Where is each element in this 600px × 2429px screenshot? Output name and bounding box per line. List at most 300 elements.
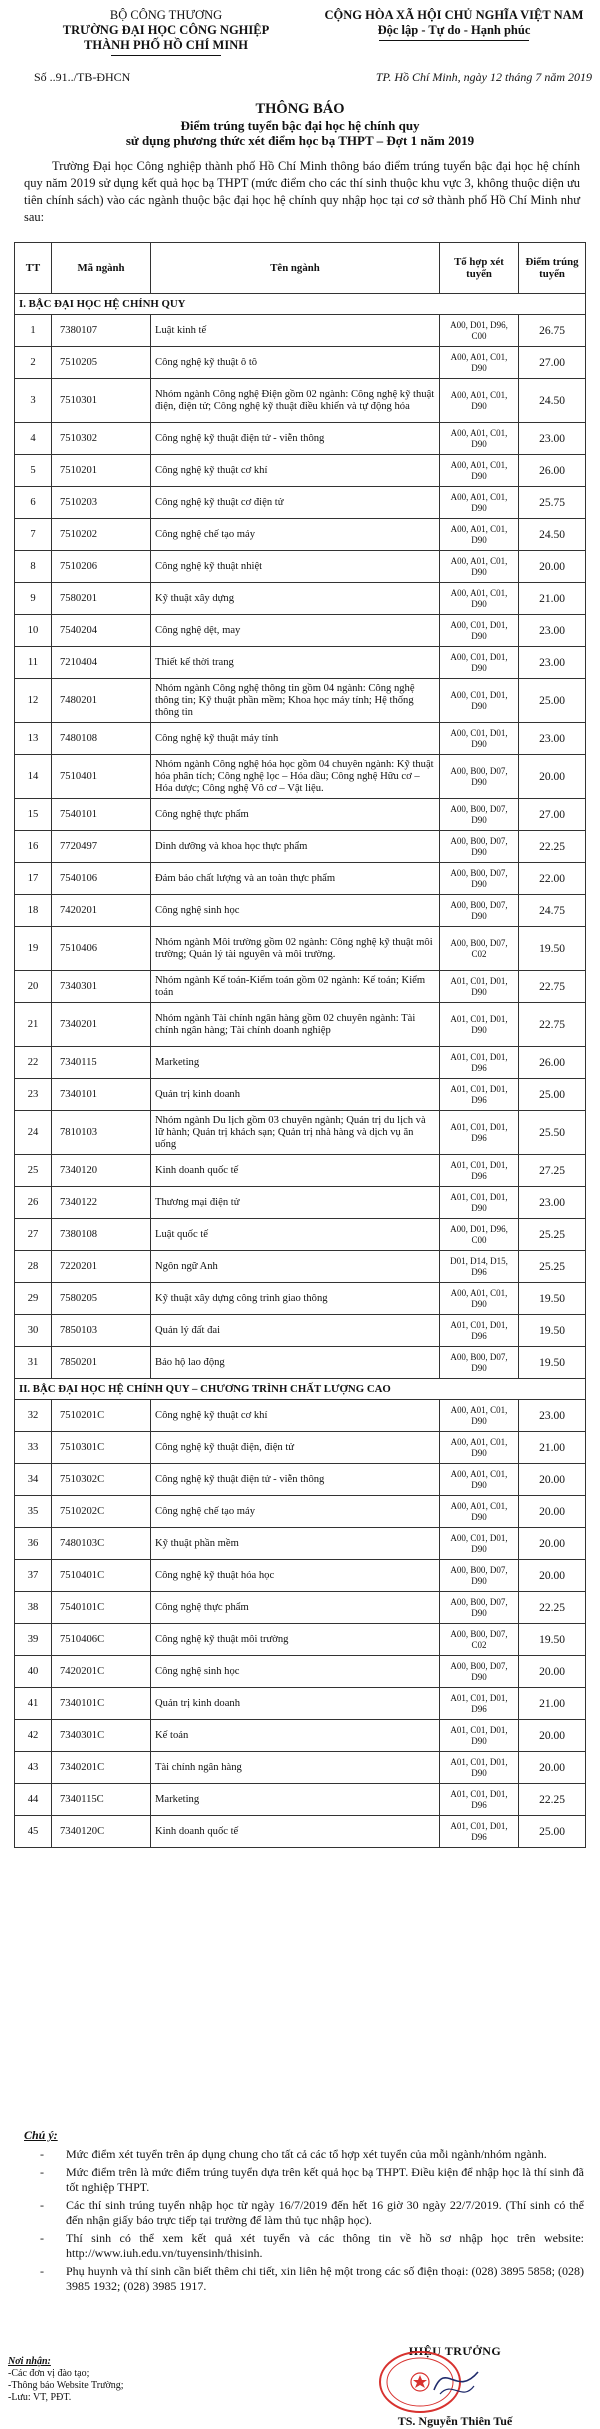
program-code: 7480108 (52, 723, 151, 755)
note-text: Mức điểm trên là mức điểm trúng tuyển dựa trên kết quả học bạ THPT. Điều kiện để nhập học là thí sinh đã tốt nghiệp THPT. (66, 2165, 584, 2194)
program-code: 7340301C (52, 1720, 151, 1752)
table-row (15, 615, 586, 647)
program-name: Công nghệ thực phẩm (151, 799, 440, 831)
subject-combinations: A00, B00, D07, D90 (440, 1347, 519, 1379)
row-number: 2 (15, 347, 52, 379)
row-number: 29 (15, 1283, 52, 1315)
table-row (15, 519, 586, 551)
subject-combinations: A00, B00, D07, C02 (440, 1624, 519, 1656)
document-date: TP. Hồ Chí Minh, ngày 12 tháng 7 năm 2019 (375, 70, 592, 84)
table-header-row (15, 243, 586, 294)
header-combo: Tổ hợp xét tuyển (440, 243, 519, 294)
row-number: 6 (15, 487, 52, 519)
admission-score: 19.50 (519, 1315, 586, 1347)
program-code: 7340120C (52, 1816, 151, 1848)
note-item (24, 2198, 584, 2228)
recipient-item: -Các đơn vị đào tạo; (8, 2368, 90, 2379)
program-name: Ngôn ngữ Anh (151, 1251, 440, 1283)
document-number: Số ..91../TB-ĐHCN (34, 70, 131, 84)
bullet-dash: - (40, 2198, 44, 2212)
table-row (15, 863, 586, 895)
admission-score: 22.75 (519, 971, 586, 1003)
row-number: 38 (15, 1592, 52, 1624)
program-name: Marketing (151, 1784, 440, 1816)
row-number: 30 (15, 1315, 52, 1347)
subject-combinations: A00, C01, D01, D90 (440, 647, 519, 679)
admission-score: 26.00 (519, 455, 586, 487)
nation-header (318, 8, 590, 41)
subject-combinations: A00, B00, D07, D90 (440, 1560, 519, 1592)
admission-score: 25.00 (519, 679, 586, 723)
admission-score: 20.00 (519, 1464, 586, 1496)
table-row (15, 927, 586, 971)
program-name: Bảo hộ lao động (151, 1347, 440, 1379)
subject-combinations: A00, A01, C01, D90 (440, 1432, 519, 1464)
admission-score: 19.50 (519, 927, 586, 971)
program-name: Nhóm ngành Công nghệ hóa học gồm 04 chuyên ngành: Kỹ thuật hóa phân tích; Công nghệ lọc – Hóa dầu; Công nghệ Hữu cơ – Hóa dược; Công nghệ Vô cơ – Vật liệu. (151, 755, 440, 799)
program-name: Công nghệ kỹ thuật môi trường (151, 1624, 440, 1656)
program-code: 7510202 (52, 519, 151, 551)
subject-combinations: A00, A01, C01, D90 (440, 583, 519, 615)
row-number: 8 (15, 551, 52, 583)
program-code: 7510301C (52, 1432, 151, 1464)
program-name: Nhóm ngành Tài chính ngân hàng gồm 02 chuyên ngành: Tài chính ngân hàng; Tài chính doanh nghiệp (151, 1003, 440, 1047)
program-name: Công nghệ chế tạo máy (151, 1496, 440, 1528)
table-row (15, 1560, 586, 1592)
table-row (15, 1528, 586, 1560)
program-name: Công nghệ kỹ thuật điện tử - viễn thông (151, 423, 440, 455)
ministry-name: BỘ CÔNG THƯƠNG (109, 8, 223, 22)
row-number: 25 (15, 1155, 52, 1187)
program-code: 7510401 (52, 755, 151, 799)
subject-combinations: A00, B00, D07, D90 (440, 863, 519, 895)
table-row (15, 1047, 586, 1079)
subject-combinations: A00, B00, D07, D90 (440, 799, 519, 831)
admission-score: 19.50 (519, 1347, 586, 1379)
program-code: 7210404 (52, 647, 151, 679)
subject-combinations: A00, B00, D07, D90 (440, 1656, 519, 1688)
program-code: 7850201 (52, 1347, 151, 1379)
program-code: 7540106 (52, 863, 151, 895)
program-code: 7420201C (52, 1656, 151, 1688)
subject-combinations: A01, C01, D01, D96 (440, 1688, 519, 1720)
program-name: Luật quốc tế (151, 1219, 440, 1251)
program-code: 7340122 (52, 1187, 151, 1219)
program-name: Công nghệ kỹ thuật điện, điện tử (151, 1432, 440, 1464)
header-rule-left (111, 55, 221, 56)
program-code: 7510406 (52, 927, 151, 971)
admission-score: 25.00 (519, 1079, 586, 1111)
table-row (15, 1752, 586, 1784)
program-code: 7510206 (52, 551, 151, 583)
row-number: 36 (15, 1528, 52, 1560)
note-item (24, 2165, 584, 2195)
admission-score-table (14, 242, 586, 1848)
header-code: Mã ngành (52, 243, 151, 294)
program-code: 7380108 (52, 1219, 151, 1251)
program-code: 7720497 (52, 831, 151, 863)
program-name: Tài chính ngân hàng (151, 1752, 440, 1784)
subject-combinations: A01, C01, D01, D90 (440, 1720, 519, 1752)
row-number: 37 (15, 1560, 52, 1592)
admission-score: 25.00 (519, 1816, 586, 1848)
program-code: 7420201 (52, 895, 151, 927)
bullet-dash: - (40, 2231, 44, 2245)
program-name: Nhóm ngành Môi trường gồm 02 ngành: Công nghệ kỹ thuật môi trường; Quản lý tài nguyên và môi trường. (151, 927, 440, 971)
row-number: 19 (15, 927, 52, 971)
admission-score: 22.25 (519, 831, 586, 863)
table-row (15, 1283, 586, 1315)
program-name: Công nghệ sinh học (151, 1656, 440, 1688)
program-code: 7540101C (52, 1592, 151, 1624)
program-code: 7220201 (52, 1251, 151, 1283)
header-name: Tên ngành (151, 243, 440, 294)
subject-combinations: A01, C01, D01, D90 (440, 971, 519, 1003)
program-name: Đảm bảo chất lượng và an toàn thực phẩm (151, 863, 440, 895)
admission-score: 19.50 (519, 1624, 586, 1656)
program-code: 7340201C (52, 1752, 151, 1784)
signer-role: HIỆU TRƯỞNG (408, 2344, 502, 2358)
subject-combinations: A01, C01, D01, D96 (440, 1079, 519, 1111)
row-number: 12 (15, 679, 52, 723)
recipients-section (8, 2356, 124, 2404)
row-number: 16 (15, 831, 52, 863)
bullet-dash: - (40, 2264, 44, 2278)
admission-score: 25.25 (519, 1251, 586, 1283)
admission-score: 20.00 (519, 551, 586, 583)
row-number: 14 (15, 755, 52, 799)
subject-combinations: A00, C01, D01, D90 (440, 615, 519, 647)
program-code: 7340301 (52, 971, 151, 1003)
header-rule-right (379, 40, 529, 41)
subject-combinations: A00, A01, C01, D90 (440, 379, 519, 423)
program-code: 7340101C (52, 1688, 151, 1720)
admission-score: 27.00 (519, 347, 586, 379)
admission-score: 23.00 (519, 1187, 586, 1219)
admission-score: 26.00 (519, 1047, 586, 1079)
row-number: 24 (15, 1111, 52, 1155)
notes-title: Chú ý: (24, 2128, 58, 2142)
document-subtitle-2: sử dụng phương thức xét điểm học bạ THPT – Đợt 1 năm 2019 (125, 133, 475, 148)
table-row (15, 1432, 586, 1464)
subject-combinations: A00, D01, D96, C00 (440, 1219, 519, 1251)
program-name: Kỹ thuật xây dựng công trình giao thông (151, 1283, 440, 1315)
row-number: 20 (15, 971, 52, 1003)
admission-score: 27.00 (519, 799, 586, 831)
program-name: Công nghệ kỹ thuật cơ khí (151, 1400, 440, 1432)
bullet-dash: - (40, 2165, 44, 2179)
recipients-title: Nơi nhận: (8, 2356, 51, 2367)
signer-name: TS. Nguyễn Thiên Tuế (397, 2414, 513, 2428)
subject-combinations: A01, C01, D01, D96 (440, 1816, 519, 1848)
table-row (15, 315, 586, 347)
subject-combinations: A01, C01, D01, D96 (440, 1047, 519, 1079)
program-code: 7540204 (52, 615, 151, 647)
document-title: THÔNG BÁO (255, 101, 345, 117)
table-row (15, 455, 586, 487)
section-title: I. BẬC ĐẠI HỌC HỆ CHÍNH QUY (15, 294, 586, 315)
row-number: 15 (15, 799, 52, 831)
program-name: Quản trị kinh doanh (151, 1079, 440, 1111)
admission-score: 24.50 (519, 379, 586, 423)
note-text: Mức điểm xét tuyển trên áp dụng chung cho tất cả các tổ hợp xét tuyển của mỗi ngành/nhóm ngành. (66, 2147, 547, 2161)
program-name: Kỹ thuật xây dựng (151, 583, 440, 615)
nation-name: CỘNG HÒA XÃ HỘI CHỦ NGHĨA VIỆT NAM (324, 8, 584, 22)
admission-score: 20.00 (519, 1752, 586, 1784)
university-name-line1: TRƯỜNG ĐẠI HỌC CÔNG NGHIỆP (62, 23, 270, 37)
table-row (15, 583, 586, 615)
admission-score: 25.75 (519, 487, 586, 519)
program-name: Nhóm ngành Kế toán-Kiểm toán gồm 02 ngành: Kế toán; Kiểm toán (151, 971, 440, 1003)
subject-combinations: A00, A01, C01, D90 (440, 347, 519, 379)
table-row (15, 799, 586, 831)
recipients-list (8, 2368, 124, 2404)
table-row (15, 1720, 586, 1752)
subject-combinations: A01, C01, D01, D90 (440, 1003, 519, 1047)
program-name: Thiết kế thời trang (151, 647, 440, 679)
row-number: 4 (15, 423, 52, 455)
admission-score: 19.50 (519, 1283, 586, 1315)
admission-score: 23.00 (519, 423, 586, 455)
row-number: 21 (15, 1003, 52, 1047)
bullet-dash: - (40, 2147, 44, 2161)
note-item (24, 2231, 584, 2261)
admission-score: 22.25 (519, 1784, 586, 1816)
signature-block (320, 2344, 590, 2428)
table-row (15, 1079, 586, 1111)
table-row (15, 1592, 586, 1624)
program-name: Kinh doanh quốc tế (151, 1155, 440, 1187)
table-row (15, 1784, 586, 1816)
subject-combinations: A00, B00, D07, D90 (440, 831, 519, 863)
subject-combinations: A00, A01, C01, D90 (440, 487, 519, 519)
table-row (15, 1111, 586, 1155)
admission-score: 23.00 (519, 723, 586, 755)
program-code: 7510203 (52, 487, 151, 519)
table-row (15, 487, 586, 519)
program-code: 7510301 (52, 379, 151, 423)
program-code: 7850103 (52, 1315, 151, 1347)
notes-section (24, 2128, 584, 2297)
program-name: Nhóm ngành Công nghệ Điện gồm 02 ngành: Công nghệ kỹ thuật điện, điện tử; Công nghệ kỹ thuật điều khiển và tự động hóa (151, 379, 440, 423)
row-number: 7 (15, 519, 52, 551)
admission-score: 26.75 (519, 315, 586, 347)
table-row (15, 831, 586, 863)
table-row (15, 1464, 586, 1496)
subject-combinations: A00, B00, D07, D90 (440, 755, 519, 799)
row-number: 42 (15, 1720, 52, 1752)
program-code: 7580201 (52, 583, 151, 615)
program-name: Công nghệ kỹ thuật điện tử - viễn thông (151, 1464, 440, 1496)
note-item (24, 2147, 584, 2162)
table-row (15, 1816, 586, 1848)
row-number: 3 (15, 379, 52, 423)
intro-paragraph: Trường Đại học Công nghiệp thành phố Hồ Chí Minh thông báo điểm trúng tuyển bậc đại học hệ chính quy năm 2019 sử dụng kết quả học bạ THPT (mức điểm cho các thí sinh thuộc khu vực 3, không thuộc diện ưu tiên chính sách) vào các ngành thuộc bậc đại học hệ chính quy nhập học tại cơ sở thành phố Hồ Chí Minh như sau: (24, 159, 580, 224)
table-row (15, 1219, 586, 1251)
table-row (15, 755, 586, 799)
program-name: Công nghệ kỹ thuật nhiệt (151, 551, 440, 583)
table-body (15, 294, 586, 1848)
table-row (15, 347, 586, 379)
subject-combinations: A00, C01, D01, D90 (440, 1528, 519, 1560)
program-code: 7340115 (52, 1047, 151, 1079)
subject-combinations: A01, C01, D01, D96 (440, 1111, 519, 1155)
program-name: Kỹ thuật phần mềm (151, 1528, 440, 1560)
table-row (15, 679, 586, 723)
program-name: Công nghệ chế tạo máy (151, 519, 440, 551)
table-row (15, 647, 586, 679)
admission-score: 22.00 (519, 863, 586, 895)
subject-combinations: A00, A01, C01, D90 (440, 1464, 519, 1496)
row-number: 9 (15, 583, 52, 615)
table-row (15, 1496, 586, 1528)
program-code: 7380107 (52, 315, 151, 347)
table-row (15, 1003, 586, 1047)
row-number: 43 (15, 1752, 52, 1784)
program-name: Quản lý đất đai (151, 1315, 440, 1347)
program-code: 7340115C (52, 1784, 151, 1816)
row-number: 39 (15, 1624, 52, 1656)
note-text: Thí sinh có thể xem kết quả xét tuyển và các thông tin về hồ sơ nhập học trên website: http://www.iuh.edu.vn/tuyensinh/thisinh. (66, 2231, 584, 2260)
subject-combinations: D01, D14, D15, D96 (440, 1251, 519, 1283)
row-number: 45 (15, 1816, 52, 1848)
admission-score: 24.75 (519, 895, 586, 927)
table-row (15, 1624, 586, 1656)
admission-score: 24.50 (519, 519, 586, 551)
table-row (15, 1688, 586, 1720)
program-name: Công nghệ sinh học (151, 895, 440, 927)
admission-score: 25.25 (519, 1219, 586, 1251)
program-code: 7510401C (52, 1560, 151, 1592)
subject-combinations: A00, A01, C01, D90 (440, 1496, 519, 1528)
admission-score: 22.25 (519, 1592, 586, 1624)
admission-score: 21.00 (519, 1432, 586, 1464)
table-row (15, 1155, 586, 1187)
program-code: 7810103 (52, 1111, 151, 1155)
subject-combinations: A00, B00, D07, D90 (440, 1592, 519, 1624)
table-row (15, 423, 586, 455)
program-code: 7510406C (52, 1624, 151, 1656)
admission-score: 21.00 (519, 1688, 586, 1720)
table-row (15, 1400, 586, 1432)
program-name: Marketing (151, 1047, 440, 1079)
table-row (15, 379, 586, 423)
note-text: Phụ huynh và thí sinh cần biết thêm chi tiết, xin liên hệ một trong các số điện thoại: (028) 3895 5858; (028) 3985 1932; (028) 3985 1917. (66, 2264, 584, 2293)
program-code: 7480201 (52, 679, 151, 723)
header-tt: TT (15, 243, 52, 294)
subject-combinations: A00, A01, C01, D90 (440, 551, 519, 583)
program-name: Nhóm ngành Du lịch gồm 03 chuyên ngành; Quản trị du lịch và lữ hành; Quản trị khách sạn; Quản trị nhà hàng và dịch vụ ăn uống (151, 1111, 440, 1155)
row-number: 34 (15, 1464, 52, 1496)
program-code: 7580205 (52, 1283, 151, 1315)
program-code: 7480103C (52, 1528, 151, 1560)
recipient-item: -Thông báo Website Trường; (8, 2380, 124, 2391)
university-name-line2: THÀNH PHỐ HỒ CHÍ MINH (84, 38, 248, 52)
subject-combinations: A01, C01, D01, D96 (440, 1784, 519, 1816)
program-name: Quản trị kinh doanh (151, 1688, 440, 1720)
program-code: 7340101 (52, 1079, 151, 1111)
program-code: 7510202C (52, 1496, 151, 1528)
program-code: 7340120 (52, 1155, 151, 1187)
row-number: 27 (15, 1219, 52, 1251)
row-number: 10 (15, 615, 52, 647)
admission-score: 23.00 (519, 615, 586, 647)
program-code: 7540101 (52, 799, 151, 831)
subject-combinations: A01, C01, D01, D96 (440, 1315, 519, 1347)
program-name: Kinh doanh quốc tế (151, 1816, 440, 1848)
subject-combinations: A00, A01, C01, D90 (440, 455, 519, 487)
row-number: 41 (15, 1688, 52, 1720)
program-name: Công nghệ kỹ thuật cơ điện tử (151, 487, 440, 519)
subject-combinations: A00, D01, D96, C00 (440, 315, 519, 347)
table-row (15, 1187, 586, 1219)
program-name: Công nghệ kỹ thuật máy tính (151, 723, 440, 755)
subject-combinations: A01, C01, D01, D96 (440, 1155, 519, 1187)
row-number: 17 (15, 863, 52, 895)
notes-list (24, 2147, 584, 2294)
row-number: 44 (15, 1784, 52, 1816)
row-number: 40 (15, 1656, 52, 1688)
section-row-high-quality (15, 1379, 586, 1400)
note-text: Các thí sinh trúng tuyển nhập học từ ngày 16/7/2019 đến hết 16 giờ 30 ngày 22/7/2019. (Thí sinh có thể đến nhận giấy báo trực tiếp tại trường để làm thủ tục nhập học). (66, 2198, 584, 2227)
row-number: 18 (15, 895, 52, 927)
document-subtitle-1: Điểm trúng tuyển bậc đại học hệ chính quy (180, 118, 420, 133)
admission-score: 27.25 (519, 1155, 586, 1187)
recipient-item: -Lưu: VT, PĐT. (8, 2392, 72, 2403)
table-row (15, 971, 586, 1003)
admission-score: 20.00 (519, 1656, 586, 1688)
subject-combinations: A00, C01, D01, D90 (440, 723, 519, 755)
table-row (15, 895, 586, 927)
row-number: 13 (15, 723, 52, 755)
admission-score: 20.00 (519, 1720, 586, 1752)
admission-score: 25.50 (519, 1111, 586, 1155)
table-row (15, 1347, 586, 1379)
row-number: 22 (15, 1047, 52, 1079)
subject-combinations: A00, A01, C01, D90 (440, 423, 519, 455)
program-name: Nhóm ngành Công nghệ thông tin gồm 04 ngành: Công nghệ thông tin; Kỹ thuật phần mềm; Khoa học máy tính; Hệ thống thông tin (151, 679, 440, 723)
admission-score: 20.00 (519, 755, 586, 799)
program-name: Thương mại điện tử (151, 1187, 440, 1219)
header-score: Điểm trúng tuyển (519, 243, 586, 294)
row-number: 11 (15, 647, 52, 679)
program-name: Công nghệ dệt, may (151, 615, 440, 647)
subject-combinations: A00, B00, D07, C02 (440, 927, 519, 971)
subject-combinations: A00, C01, D01, D90 (440, 679, 519, 723)
table-row (15, 723, 586, 755)
row-number: 31 (15, 1347, 52, 1379)
note-item (24, 2264, 584, 2294)
section-row-regular (15, 294, 586, 315)
row-number: 35 (15, 1496, 52, 1528)
program-code: 7510302C (52, 1464, 151, 1496)
table-row (15, 1656, 586, 1688)
admission-score: 23.00 (519, 1400, 586, 1432)
admission-score: 20.00 (519, 1528, 586, 1560)
program-name: Luật kinh tế (151, 315, 440, 347)
program-code: 7340201 (52, 1003, 151, 1047)
row-number: 26 (15, 1187, 52, 1219)
issuer-header (16, 8, 316, 56)
subject-combinations: A00, B00, D07, D90 (440, 895, 519, 927)
row-number: 28 (15, 1251, 52, 1283)
program-name: Công nghệ thực phẩm (151, 1592, 440, 1624)
program-name: Dinh dưỡng và khoa học thực phẩm (151, 831, 440, 863)
row-number: 33 (15, 1432, 52, 1464)
subject-combinations: A01, C01, D01, D90 (440, 1752, 519, 1784)
row-number: 32 (15, 1400, 52, 1432)
row-number: 1 (15, 315, 52, 347)
